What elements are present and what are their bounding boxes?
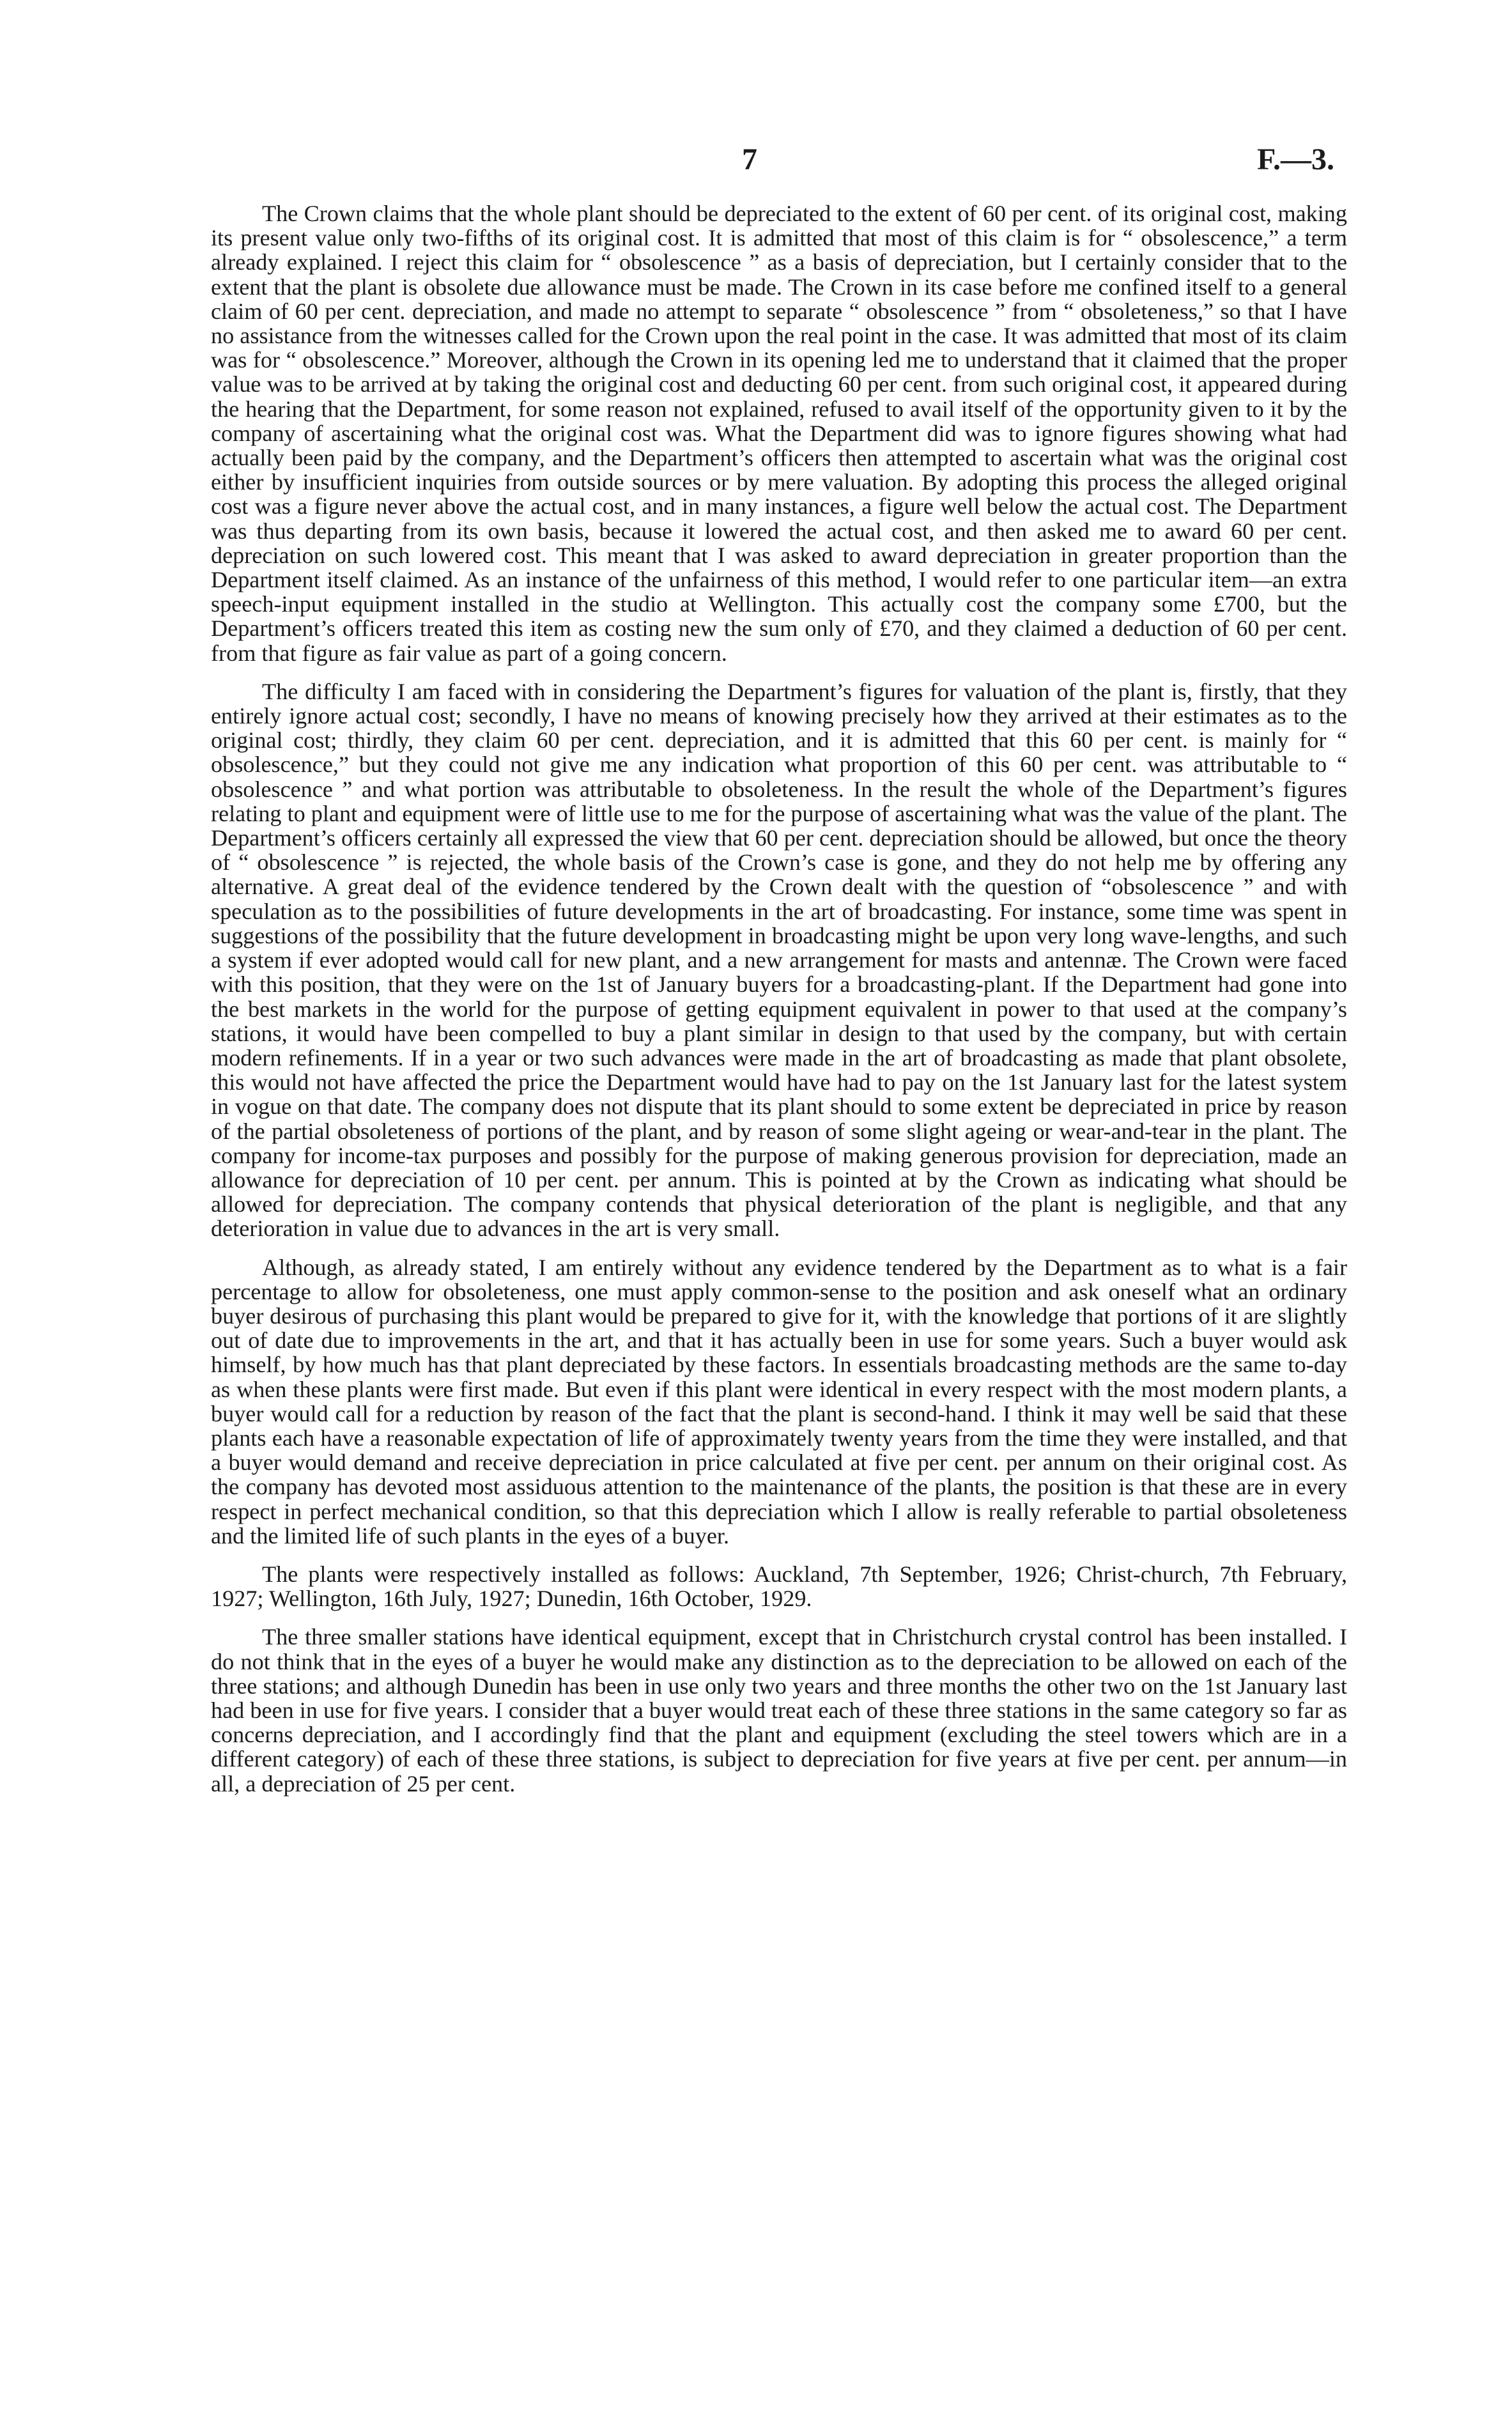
paragraph-installation-dates: The plants were respectively installed as follows: Auckland, 7th September, 1926; Christ-church, 7th February, 1927; Wellington, 16th July, 1927; Dunedin, 16th October, 1929.: [211, 1561, 1347, 1612]
paragraph-smaller-stations: The three smaller stations have identical equipment, except that in Christchurch crystal control has been installed. I do not think that in the eyes of a buyer he would make any distinction as to the depreciation to be allowed on each of the three stations; and although Dunedin has been in use only two years and three months the other two on the 1st January last had been in use for five years. I consider that a buyer would treat each of these three stations in the same category so far as concerns depreciation, and I accordingly find that the plant and equipment (excluding the steel towers which are in a different category) of each of these three stations, is subject to depreciation for five years at five per cent. per annum—in all, a depreciation of 25 per cent.: [211, 1624, 1347, 1797]
body-text: [211, 201, 1347, 1810]
paragraph-valuation-difficulty: The difficulty I am faced with in considering the Department’s figures for valuation of the plant is, firstly, that they entirely ignore actual cost; secondly, I have no means of knowing precisely how they arrived at their estimates as to the original cost; thirdly, they claim 60 per cent. depreciation, and it is admitted that this 60 per cent. is mainly for “ obsolescence,” but they could not give me any indication what proportion of this 60 per cent. was attributable to “ obsolescence ” and what portion was attributable to obsoleteness. In the result the whole of the Department’s figures relating to plant and equipment were of little use to me for the purpose of ascertaining what was the value of the plant. The Department’s officers certainly all expressed the view that 60 per cent. depreciation should be allowed, but once the theory of “ obsolescence ” is rejected, the whole basis of the Crown’s case is gone, and they do not help me by offering any alternative. A great deal of the evidence tendered by the Crown dealt with the question of “obsolescence ” and with speculation as to the possibilities of future developments in the art of broadcasting. For instance, some time was spent in suggestions of the possibility that the future development in broadcasting might be upon very long wave-lengths, and such a system if ever adopted would call for new plant, and a new arrangement for masts and antennæ. The Crown were faced with this position, that they were on the 1st of January buyers for a broadcasting-plant. If the Department had gone into the best markets in the world for the purpose of getting equipment equivalent in power to that used at the company’s stations, it would have been compelled to buy a plant similar in design to that used by the company, but with certain modern refinements. If in a year or two such advances were made in the art of broadcasting as made that plant obsolete, this would not have affected the price the Department would have had to pay on the 1st January last for the latest system in vogue on that date. The company does not dispute that its plant should to some extent be depreciated in price by reason of the partial obsoleteness of portions of the plant, and by reason of some slight ageing or wear-and-tear in the plant. The company for income-tax purposes and possibly for the purpose of making generous provision for depreciation, made an allowance for depreciation of 10 per cent. per annum. This is pointed at by the Crown as indicating what should be allowed for depreciation. The company contends that physical deterioration of the plant is negligible, and that any deterioration in value due to advances in the art is very small.: [211, 678, 1347, 1242]
paragraph-crown-depreciation-claim: The Crown claims that the whole plant should be depreciated to the extent of 60 per cent. of its original cost, making its present value only two-fifths of its original cost. It is admitted that most of this claim is for “ obsolescence,” a term already explained. I reject this claim for “ obsolescence ” as a basis of depreciation, but I certainly consider that to the extent that the plant is obsolete due allowance must be made. The Crown in its case before me confined itself to a general claim of 60 per cent. depreciation, and made no attempt to separate “ obsolescence ” from “ obsoleteness,” so that I have no assistance from the witnesses called for the Crown upon the real point in the case. It was admitted that most of its claim was for “ obsolescence.” Moreover, although the Crown in its opening led me to understand that it claimed that the proper value was to be arrived at by taking the original cost and deducting 60 per cent. from such original cost, it appeared during the hearing that the Department, for some reason not explained, refused to avail itself of the opportunity given to it by the company of ascertaining what the original cost was. What the Department did was to ignore figures showing what had actually been paid by the company, and the Department’s officers then attempted to ascertain what was the original cost either by insufficient inquiries from outside sources or by mere valuation. By adopting this process the alleged original cost was a figure never above the actual cost, and in many instances, a figure well below the actual cost. The Department was thus departing from its own basis, because it lowered the actual cost, and then asked me to award 60 per cent. depreciation on such lowered cost. This meant that I was asked to award depreciation in greater proportion than the Department itself claimed. As an instance of the unfairness of this method, I would refer to one particular item—an extra speech-input equipment installed in the studio at Wellington. This actually cost the company some £700, but the Department’s officers treated this item as costing new the sum only of £70, and they claimed a deduction of 60 per cent. from that figure as fair value as part of a going concern.: [211, 201, 1347, 666]
document-reference: F.—3.: [1257, 143, 1334, 176]
page-number: 7: [742, 143, 757, 176]
paragraph-fair-percentage: Although, as already stated, I am entirely without any evidence tendered by the Department as to what is a fair percentage to allow for obsoleteness, one must apply common-sense to the position and ask oneself what an ordinary buyer desirous of purchasing this plant would be prepared to give for it, with the knowledge that portions of it are slightly out of date due to improvements in the art, and that it has actually been in use for some years. Such a buyer would ask himself, by how much has that plant depreciated by these factors. In essentials broadcasting methods are the same to-day as when these plants were first made. But even if this plant were identical in every respect with the most modern plants, a buyer would call for a reduction by reason of the fact that the plant is second-hand. I think it may well be said that these plants each have a reasonable expectation of life of approximately twenty years from the time they were installed, and that a buyer would demand and receive depreciation in price calculated at five per cent. per annum on their original cost. As the company has devoted most assiduous attention to the maintenance of the plants, the position is that these are in every respect in perfect mechanical condition, so that this depreciation which I allow is really referable to partial obsoleteness and the limited life of such plants in the eyes of a buyer.: [211, 1254, 1347, 1549]
